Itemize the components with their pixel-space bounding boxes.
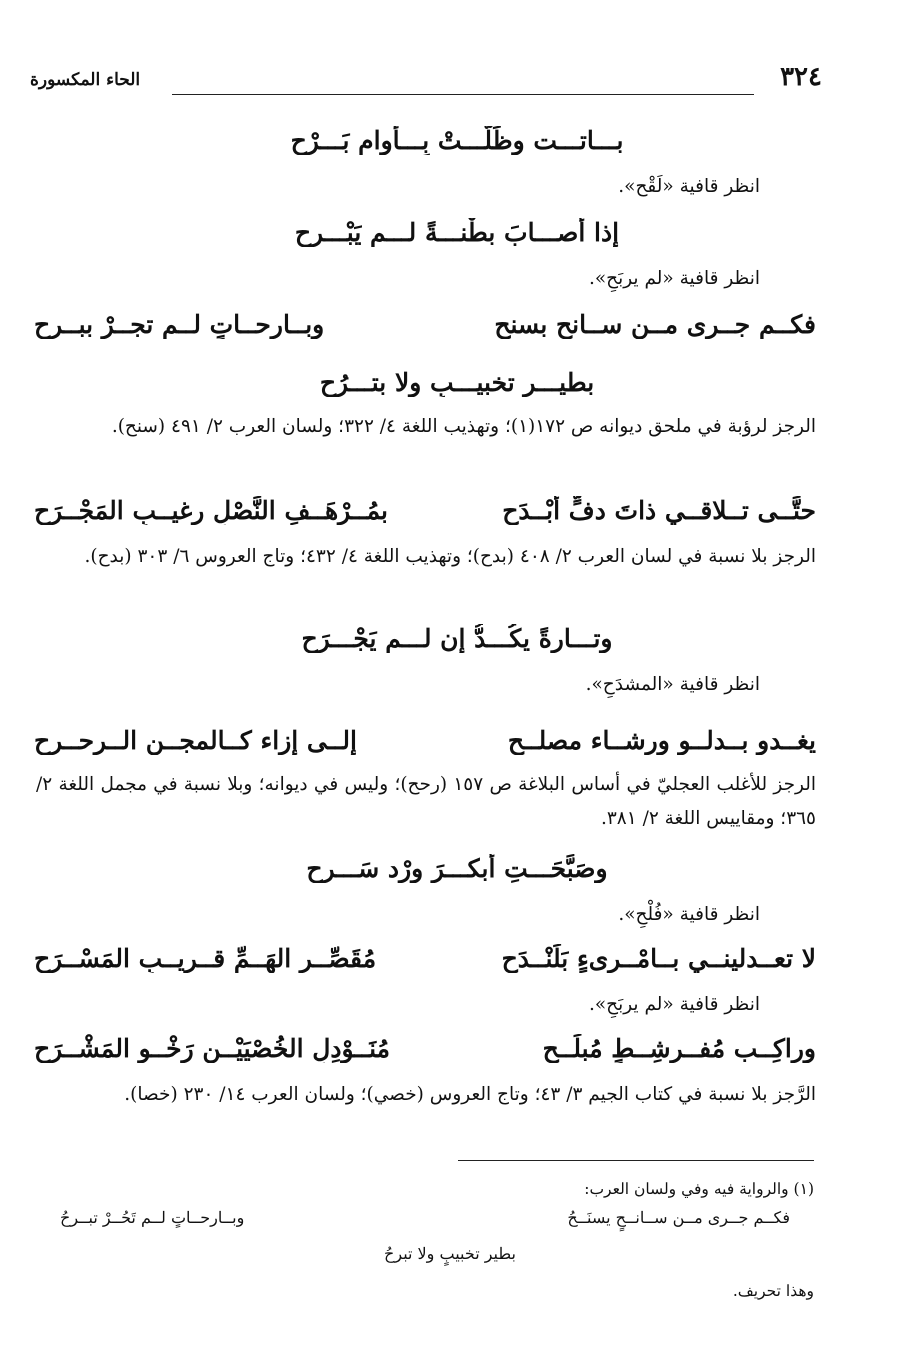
verse-couplet — [0, 1034, 914, 1074]
verse-line: وصَبَّحَـــتِ أبكـــرَ ورْد سَـــرحِ — [306, 854, 608, 883]
verse-line: بطيـــر تخبيـــبٍ ولا بتـــرُحِ — [319, 368, 595, 397]
cross-reference: انظر قافية «لم يربَحِ». — [588, 268, 760, 289]
verse-line: إذا أصـــابَ بطْنـــةً لـــم يَبْـــرحِ — [294, 218, 620, 247]
footnote-rule — [458, 1160, 814, 1161]
footnote-intro: (١) والرواية فيه وفي ولسان العرب: — [584, 1180, 814, 1198]
source-citation: الرجز لرؤبة في ملحق ديوانه ص ١٧٢(١)؛ وتهذيب اللغة ٤/ ٣٢٢؛ ولسان العرب ٢/ ٤٩١ (سنح). — [111, 416, 816, 437]
verse-couplet — [0, 726, 914, 766]
verse-couplet — [0, 496, 914, 536]
source-citation: الرجز بلا نسبة في لسان العرب ٢/ ٤٠٨ (بدح)؛ وتهذيب اللغة ٤/ ٤٣٢؛ وتاج العروس ٦/ ٣٠٣ (بدح). — [84, 546, 816, 567]
verse-line: بـــاتـــت وظَلَّـــتْ بِـــأوامٍ بَـــرْحِ — [290, 126, 624, 155]
page-number: ٣٢٤ — [780, 62, 822, 92]
cross-reference: انظر قافية «لَقْح». — [618, 176, 760, 197]
verse-line: وتـــارةً يكُـــدُّ إن لـــم يَجْـــرَحِ — [301, 624, 613, 653]
header-rule — [172, 94, 754, 95]
verse-hemistich-second: إلــى إزاء كــالمجــن الــرحــرح — [34, 726, 357, 755]
source-citation: الرَّجز بلا نسبة في كتاب الجيم ٣/ ٤٣؛ وتاج العروس (خصي)؛ ولسان العرب ١٤/ ٢٣٠ (خصا). — [124, 1084, 816, 1105]
verse-couplet — [0, 310, 914, 350]
verse-hemistich-second: وبــارحــاتٍ لــم تجــرْ ببــرحِ — [34, 310, 325, 339]
source-citation: الرجز للأغلب العجليّ في أساس البلاغة ص ١٥٧ (رحح)؛ وليس في ديوانه؛ وبلا نسبة في مجمل اللغة ٢/ ٣٦٥؛ ومقاييس اللغة ٢/ ٣٨١. — [36, 774, 816, 829]
verse-hemistich-second: بمُــرْهَــفِ النَّصْلِ رغيــبِ المَجْــرَحِ — [34, 496, 389, 525]
verse-hemistich-first: لا تعــدلينــي بــامْــرِىءٍ بَلَنْــدَحِ — [501, 944, 816, 973]
cross-reference: انظر قافية «فُلْحِ». — [618, 904, 760, 925]
verse-couplet — [0, 944, 914, 984]
footnote-hemistich-first: فكــم جــرى مــن ســانــحٍ يسنَــحُ — [567, 1208, 790, 1227]
verse-hemistich-second: مُنَــوْدِلِ الخُصْيَيْــنِ رَخْــو المَشْــرَحِ — [34, 1034, 391, 1063]
footnote-couplet — [0, 1208, 914, 1238]
verse-hemistich-first: وراكِــب مُفــرشِــطٍ مُبلِّــحِ — [542, 1034, 816, 1063]
footnote-hemistich-third: بطير تخبيبٍ ولا تبرحُ — [384, 1244, 516, 1263]
cross-reference: انظر قافية «المشدَحِ». — [585, 674, 760, 695]
footnote-remark: وهذا تحريف. — [732, 1282, 814, 1300]
footnote-hemistich-second: وبــارحــاتٍ لــم تَحُــرْ تبــرحُ — [60, 1208, 245, 1227]
verse-hemistich-first: فكــم جــرى مــن ســانحٍ بسنحِ — [494, 310, 816, 339]
chapter-title: الحاء المكسورة — [30, 70, 141, 90]
verse-hemistich-first: حتَّــى تــلاقــي ذاتَ دفٍّ أَبْــدَحِ — [502, 496, 816, 525]
verse-hemistich-first: يغــدو بــدلــو ورشــاء مصلــح — [507, 726, 816, 755]
cross-reference: انظر قافية «لم يربَحِ». — [588, 994, 760, 1015]
verse-hemistich-second: مُقَصِّــرِ الهَــمِّ قــريــبِ المَسْــرَحِ — [34, 944, 377, 973]
